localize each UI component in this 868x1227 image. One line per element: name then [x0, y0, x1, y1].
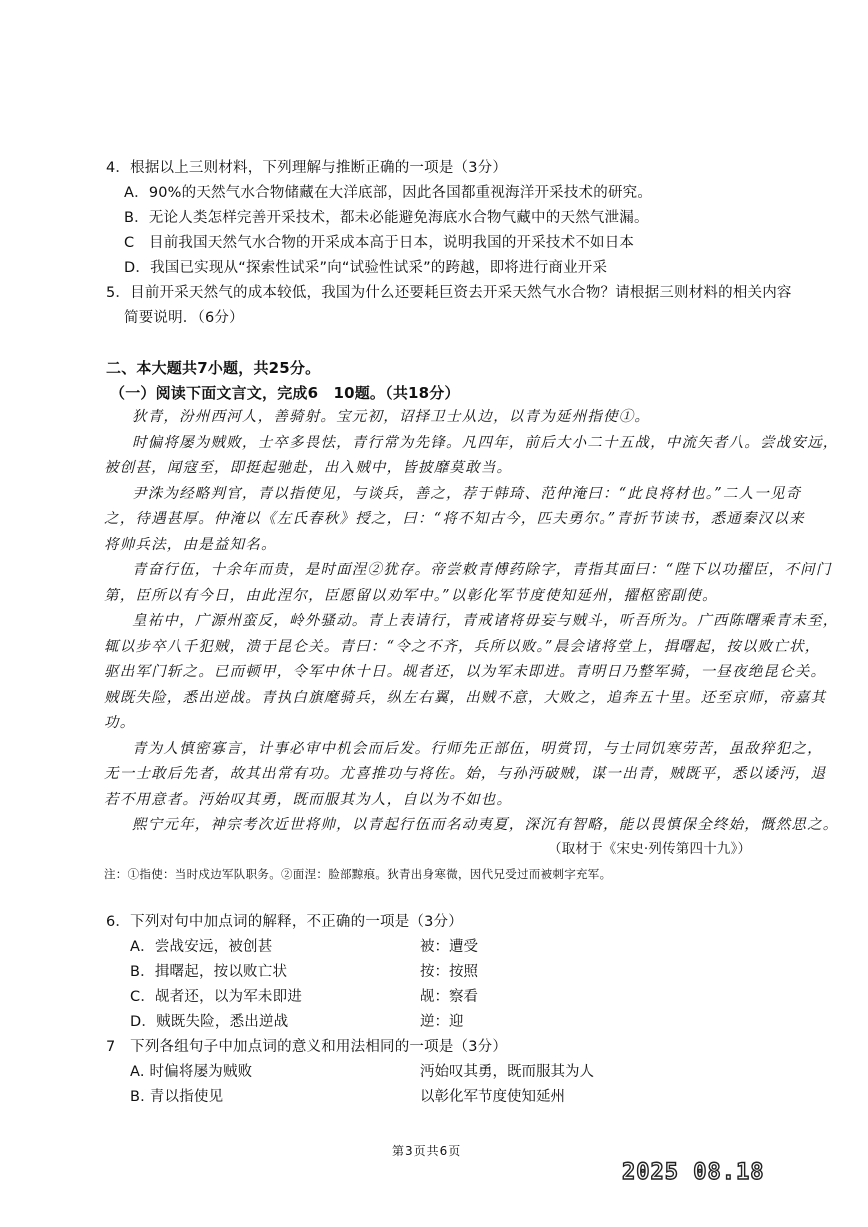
q4-option-b: B．无论人类怎样完善开采技术，都未必能避免海底水合物气藏中的天然气泄漏。 — [124, 210, 649, 226]
passage-source: （取材于《宋史·列传第四十九》） — [548, 841, 752, 857]
passage-line: 被创甚，闻寇至，即挺起驰赴，出入贼中，皆披靡莫敢当。 — [104, 460, 513, 476]
q4-option-c: C 目前我国天然气水合物的开采成本高于日本，说明我国的开采技术不如日本 — [124, 235, 635, 251]
footnotes: 注：①指使：当时戍边军队职务。②面涅：脸部黥痕。狄青出身寒微，因代兄受过而被刺字充军。 — [104, 867, 612, 881]
q6-option-d-gloss: 逆：迎 — [420, 1014, 464, 1030]
passage-line: 熙宁元年，神宗考次近世将帅，以青起行伍而名动夷夏，深沉有智略，能以畏慎保全终始，慨然思之。 — [132, 817, 839, 833]
q7-option-b-pair: 以彰化军节度使知延州 — [420, 1089, 565, 1105]
passage-line: 青为人慎密寡言，计事必审中机会而后发。行师先正部伍，明赏罚，与士同饥寒劳苦，虽敌猝犯之， — [132, 741, 823, 757]
q4-option-a: A．90%的天然气水合物储藏在大洋底部，因此各国都重视海洋开采技术的研究。 — [124, 185, 653, 201]
q6-option-c-gloss: 觇：察看 — [420, 989, 478, 1005]
q7-option-b: B. 青以指使见 — [130, 1089, 224, 1105]
q6-option-a: A．尝战安远，被创甚 — [130, 939, 273, 955]
q7-stem: 7 下列各组句子中加点词的意义和用法相同的一项是（3分） — [106, 1039, 508, 1055]
q7-option-a: A. 时偏将屡为贼败 — [130, 1064, 253, 1080]
q4-stem: 4．根据以上三则材料，下列理解与推断正确的一项是（3分） — [106, 160, 508, 176]
q6-option-b-gloss: 按：按照 — [420, 964, 478, 980]
passage-line: 辄以步卒八千犯贼，溃于昆仑关。青曰：“令之不齐，兵所以败。”晨会诸将堂上，揖曙起，按以败亡状， — [104, 639, 821, 655]
passage-line: 功。 — [104, 715, 136, 731]
passage-line: 若不用意者。沔始叹其勇，既而服其为人，自以为不如也。 — [104, 792, 513, 808]
section-title: 二、本大题共7小题，共25分。 — [106, 359, 321, 377]
q7-option-a-pair: 沔始叹其勇，既而服其为人 — [420, 1064, 594, 1080]
date-stamp: 2025 08.18 — [622, 1160, 765, 1185]
q6-option-c: C．觇者还，以为军未即进 — [130, 989, 303, 1005]
q6-option-a-gloss: 被：遭受 — [420, 939, 478, 955]
q5-stem-line1: 5．目前开采天然气的成本较低，我国为什么还要耗巨资去开采天然气水合物？请根据三则材料的相关内容 — [106, 285, 792, 301]
passage-line: 将帅兵法，由是益知名。 — [104, 537, 277, 553]
passage-line: 之，待遇甚厚。仲淹以《左氏春秋》授之，曰：“将不知古今，匹夫勇尔。”青折节读书，悉通秦汉以来 — [104, 511, 805, 527]
q6-option-b: B．揖曙起，按以败亡状 — [130, 964, 288, 980]
passage-line: 狄青，汾州西河人，善骑射。宝元初，诏择卫士从边，以青为延州指使①。 — [132, 409, 651, 425]
passage-line: 青奋行伍，十余年而贵，是时面涅②犹存。帝尝敕青傅药除字，青指其面曰：“陛下以功擢臣，不问门 — [132, 562, 832, 578]
section-subtitle: （一）阅读下面文言文，完成6 10题。（共18分） — [110, 384, 460, 402]
page-number: 第3页共6页 — [392, 1144, 462, 1158]
passage-line: 第，臣所以有今日，由此涅尔，臣愿留以劝军中。”以彰化军节度使知延州，擢枢密副使。 — [104, 588, 718, 604]
passage-line: 无一士敢后先者，故其出常有功。尤喜推功与将佐。始，与孙沔破贼，谋一出青，贼既平，悉以诿沔，退 — [104, 766, 827, 782]
passage-line: 驱出军门斩之。已而顿甲，令军中休十日。觇者还，以为军未即进。青明日乃整军骑，一昼夜绝昆仑关。 — [104, 664, 827, 680]
q6-option-d: D．贼既失险，悉出逆战 — [130, 1014, 289, 1030]
passage-line: 贼既失险，悉出逆战。青执白旗麾骑兵，纵左右翼，出贼不意，大败之，追奔五十里。还至京师，帝嘉其 — [104, 690, 827, 706]
q4-option-d: D．我国已实现从“探索性试采”向“试验性试采”的跨越，即将进行商业开采 — [124, 260, 608, 276]
q6-stem: 6．下列对句中加点词的解释，不正确的一项是（3分） — [106, 914, 463, 930]
q5-stem-line2: 简要说明．（6分） — [124, 310, 244, 326]
passage-line: 尹洙为经略判官，青以指使见，与谈兵，善之，荐于韩琦、范仲淹曰：“此良将材也。”二人一见奇 — [132, 486, 802, 502]
passage-line: 皇祐中，广源州蛮反，岭外骚动。青上表请行，青戒诸将毋妄与贼斗，听吾所为。广西陈曙乘青未至， — [132, 613, 839, 629]
passage-line: 时偏将屡为贼败，士卒多畏怯，青行常为先锋。凡四年，前后大小二十五战，中流矢者八。尝战安远， — [132, 435, 839, 451]
